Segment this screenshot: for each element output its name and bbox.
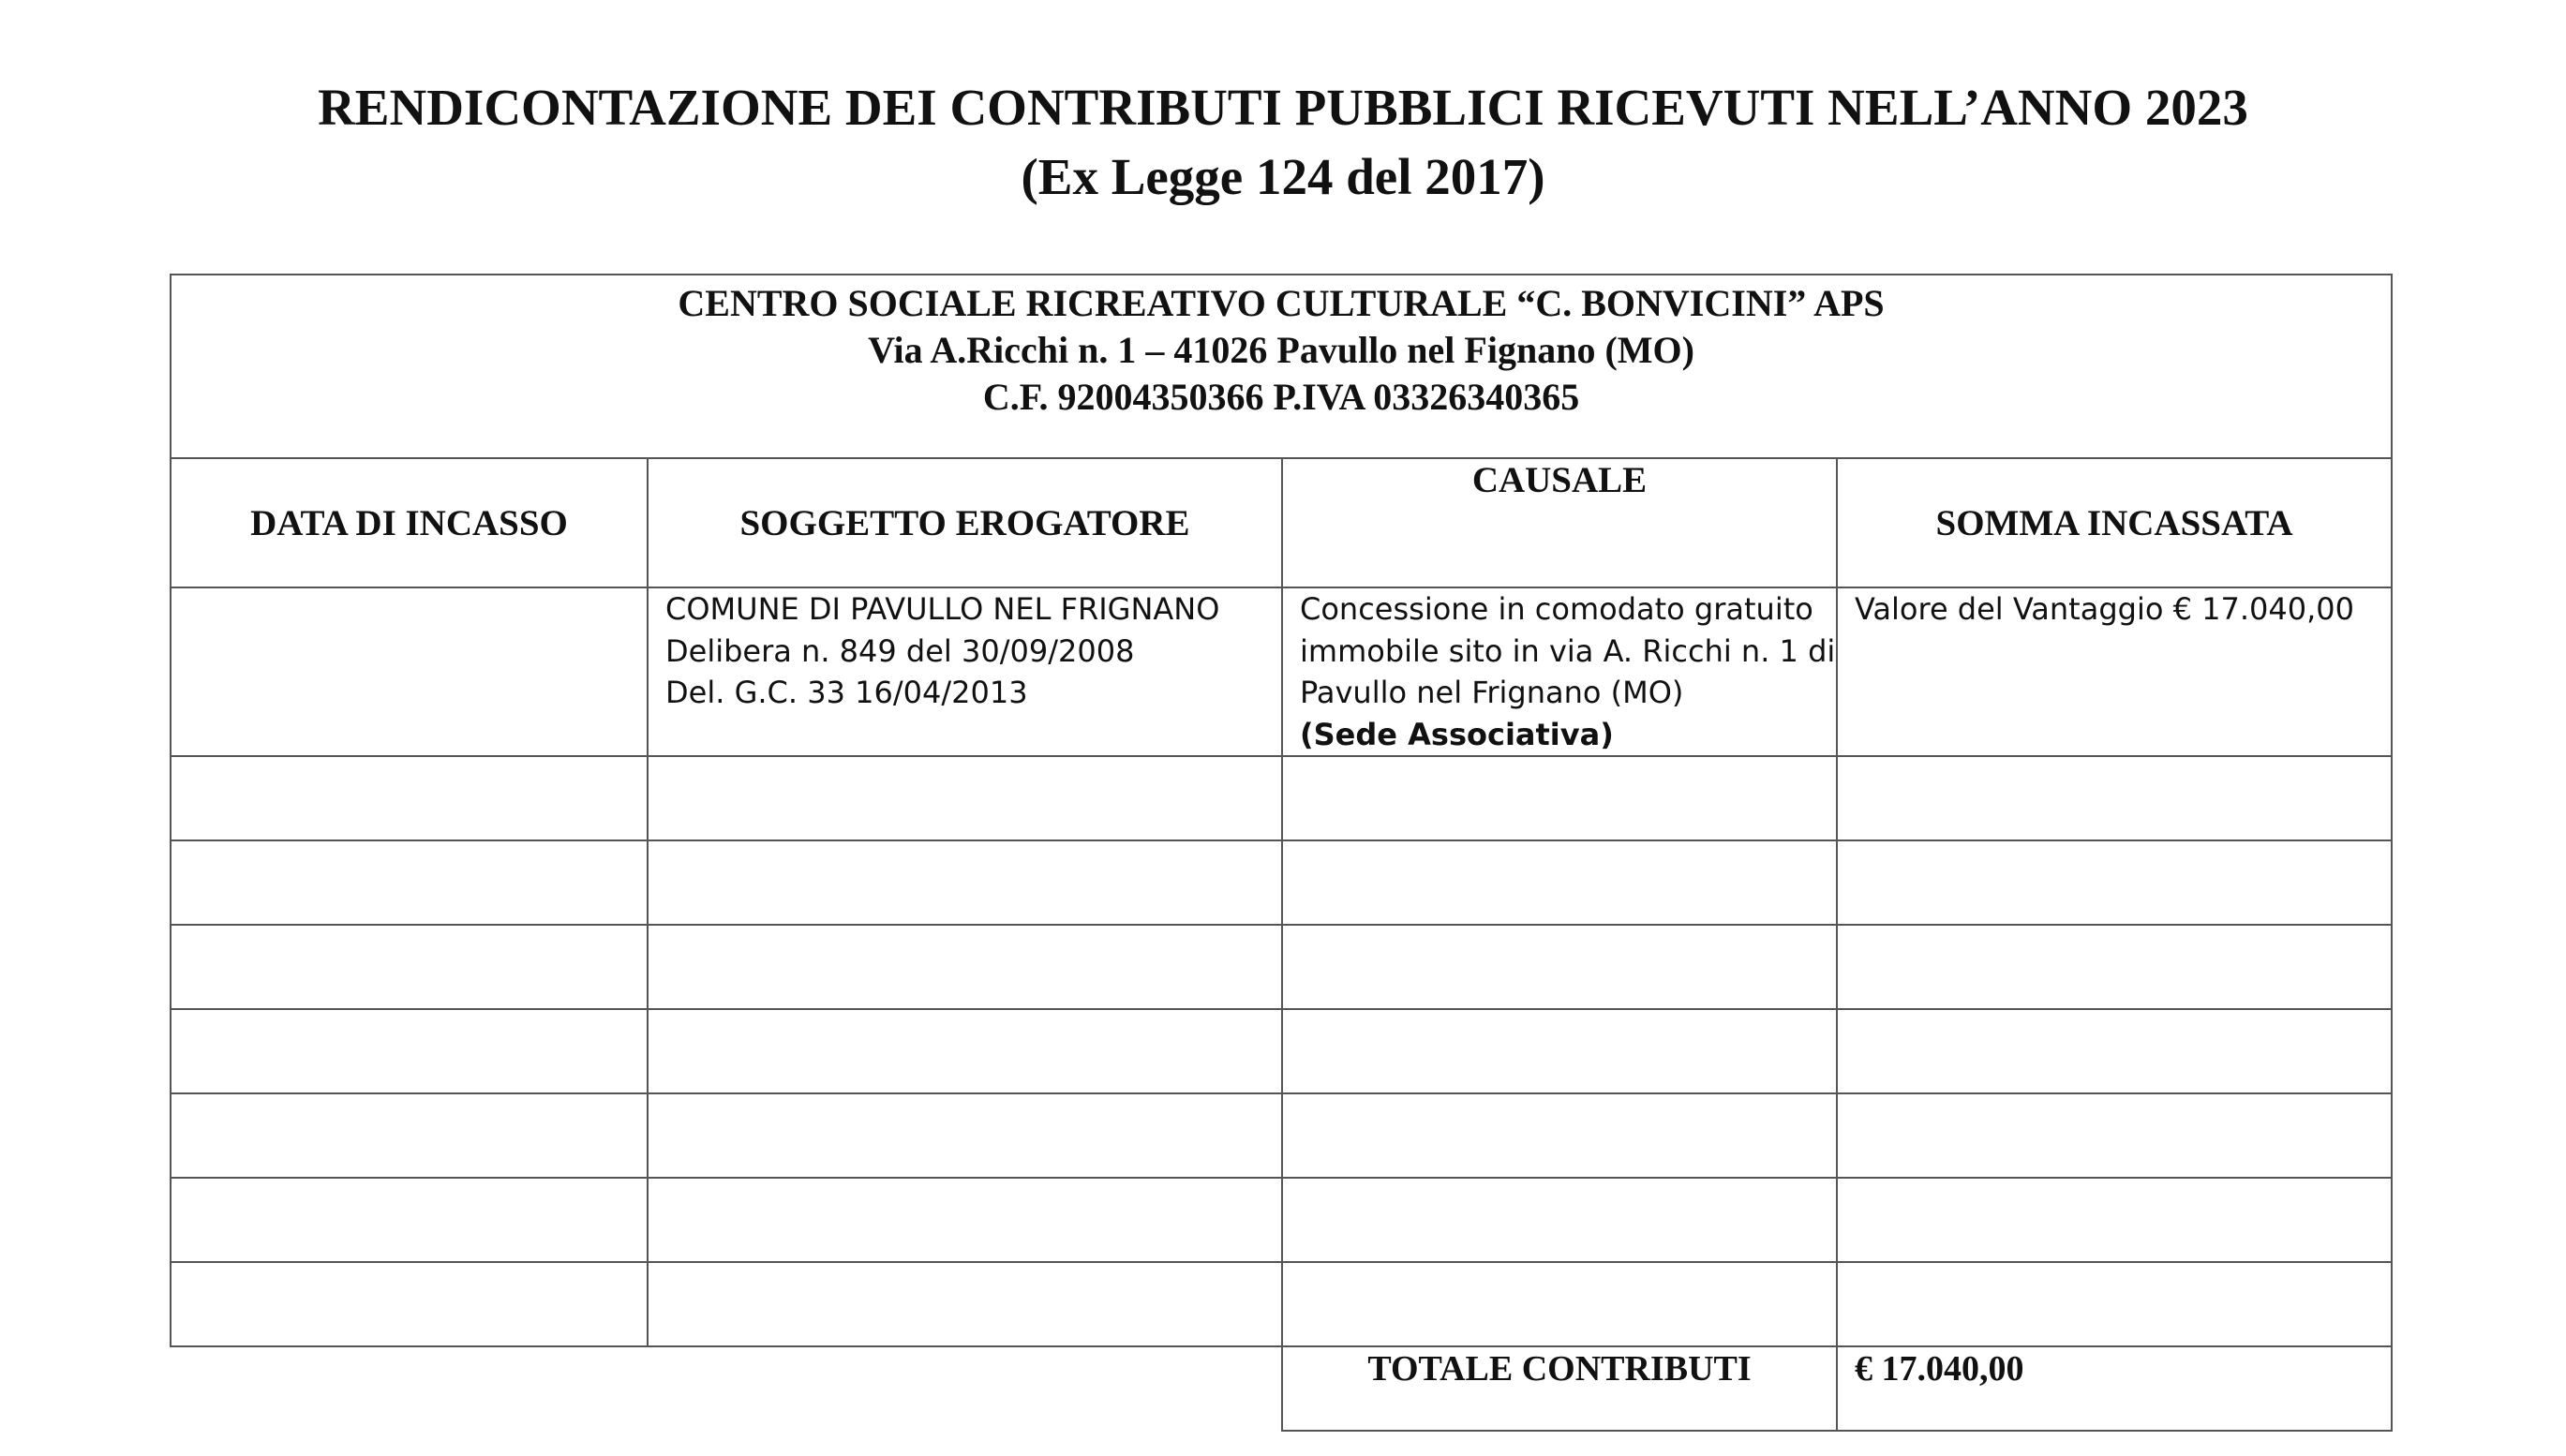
organization-cell bbox=[171, 275, 2392, 458]
total-value: € 17.040,00 bbox=[1837, 1346, 2392, 1431]
contributions-table bbox=[170, 274, 2393, 1432]
empty-cell bbox=[648, 1093, 1282, 1178]
total-label: TOTALE CONTRIBUTI bbox=[1282, 1346, 1837, 1431]
empty-cell bbox=[648, 925, 1282, 1009]
empty-cell bbox=[1837, 840, 2392, 925]
empty-cell bbox=[648, 1262, 1282, 1346]
header-date: DATA DI INCASSO bbox=[171, 458, 648, 587]
header-amount: SOMMA INCASSATA bbox=[1837, 458, 2392, 587]
cell-provider bbox=[648, 587, 1282, 756]
empty-cell bbox=[1282, 1178, 1837, 1262]
empty-cell bbox=[1837, 1009, 2392, 1093]
header-reason-label: CAUSALE bbox=[1471, 460, 1648, 500]
empty-cell bbox=[1837, 1178, 2392, 1262]
empty-cell bbox=[1837, 756, 2392, 840]
total-spacer bbox=[171, 1346, 1282, 1431]
empty-cell bbox=[1282, 1093, 1837, 1178]
empty-cell bbox=[1837, 1093, 2392, 1178]
empty-cell bbox=[648, 1009, 1282, 1093]
reason-line: Pavullo nel Frignano (MO) bbox=[1300, 675, 1684, 710]
total-row bbox=[171, 1346, 2392, 1431]
empty-table-row bbox=[171, 1178, 2392, 1262]
organization-address: Via A.Ricchi n. 1 – 41026 Pavullo nel Fignano (MO) bbox=[868, 329, 1694, 371]
header-reason bbox=[1282, 458, 1837, 587]
empty-table-row bbox=[171, 1093, 2392, 1178]
empty-cell bbox=[1282, 840, 1837, 925]
empty-cell bbox=[171, 840, 648, 925]
reason-bold-line: (Sede Associativa) bbox=[1300, 716, 1614, 752]
empty-table-row bbox=[171, 1262, 2392, 1346]
empty-cell bbox=[1282, 1009, 1837, 1093]
page-title bbox=[0, 73, 2566, 212]
empty-cell bbox=[1282, 1262, 1837, 1346]
empty-cell bbox=[648, 840, 1282, 925]
empty-cell bbox=[1837, 1262, 2392, 1346]
reason-line: immobile sito in via A. Ricchi n. 1 di bbox=[1300, 632, 1836, 669]
provider-line: Del. G.C. 33 16/04/2013 bbox=[665, 675, 1028, 710]
empty-cell bbox=[648, 1178, 1282, 1262]
provider-line: Delibera n. 849 del 30/09/2008 bbox=[665, 632, 1135, 669]
empty-cell bbox=[1282, 925, 1837, 1009]
empty-cell bbox=[171, 1093, 648, 1178]
empty-cell bbox=[171, 756, 648, 840]
cell-reason bbox=[1282, 587, 1837, 756]
organization-name: CENTRO SOCIALE RICREATIVO CULTURALE “C. BONVICINI” APS bbox=[678, 282, 1885, 324]
empty-table-row bbox=[171, 756, 2392, 840]
empty-cell bbox=[648, 756, 1282, 840]
cell-amount: Valore del Vantaggio € 17.040,00 bbox=[1837, 587, 2392, 756]
organization-row bbox=[171, 275, 2392, 458]
empty-cell bbox=[171, 1178, 648, 1262]
header-row bbox=[171, 458, 2392, 587]
table-row bbox=[171, 587, 2392, 756]
title-line-2: (Ex Legge 124 del 2017) bbox=[1021, 148, 1545, 205]
reason-line: Concessione in comodato gratuito bbox=[1300, 591, 1813, 627]
empty-cell bbox=[1837, 925, 2392, 1009]
empty-cell bbox=[1282, 756, 1837, 840]
cell-date bbox=[171, 587, 648, 756]
title-line-1: RENDICONTAZIONE DEI CONTRIBUTI PUBBLICI RICEVUTI NELL’ANNO 2023 bbox=[318, 79, 2248, 136]
empty-table-row bbox=[171, 925, 2392, 1009]
empty-table-row bbox=[171, 1009, 2392, 1093]
empty-cell bbox=[171, 1262, 648, 1346]
empty-cell bbox=[171, 925, 648, 1009]
empty-cell bbox=[171, 1009, 648, 1093]
header-provider: SOGGETTO EROGATORE bbox=[648, 458, 1282, 587]
provider-line: COMUNE DI PAVULLO NEL FRIGNANO bbox=[665, 591, 1220, 627]
empty-table-row bbox=[171, 840, 2392, 925]
organization-tax-ids: C.F. 92004350366 P.IVA 03326340365 bbox=[982, 376, 1580, 418]
